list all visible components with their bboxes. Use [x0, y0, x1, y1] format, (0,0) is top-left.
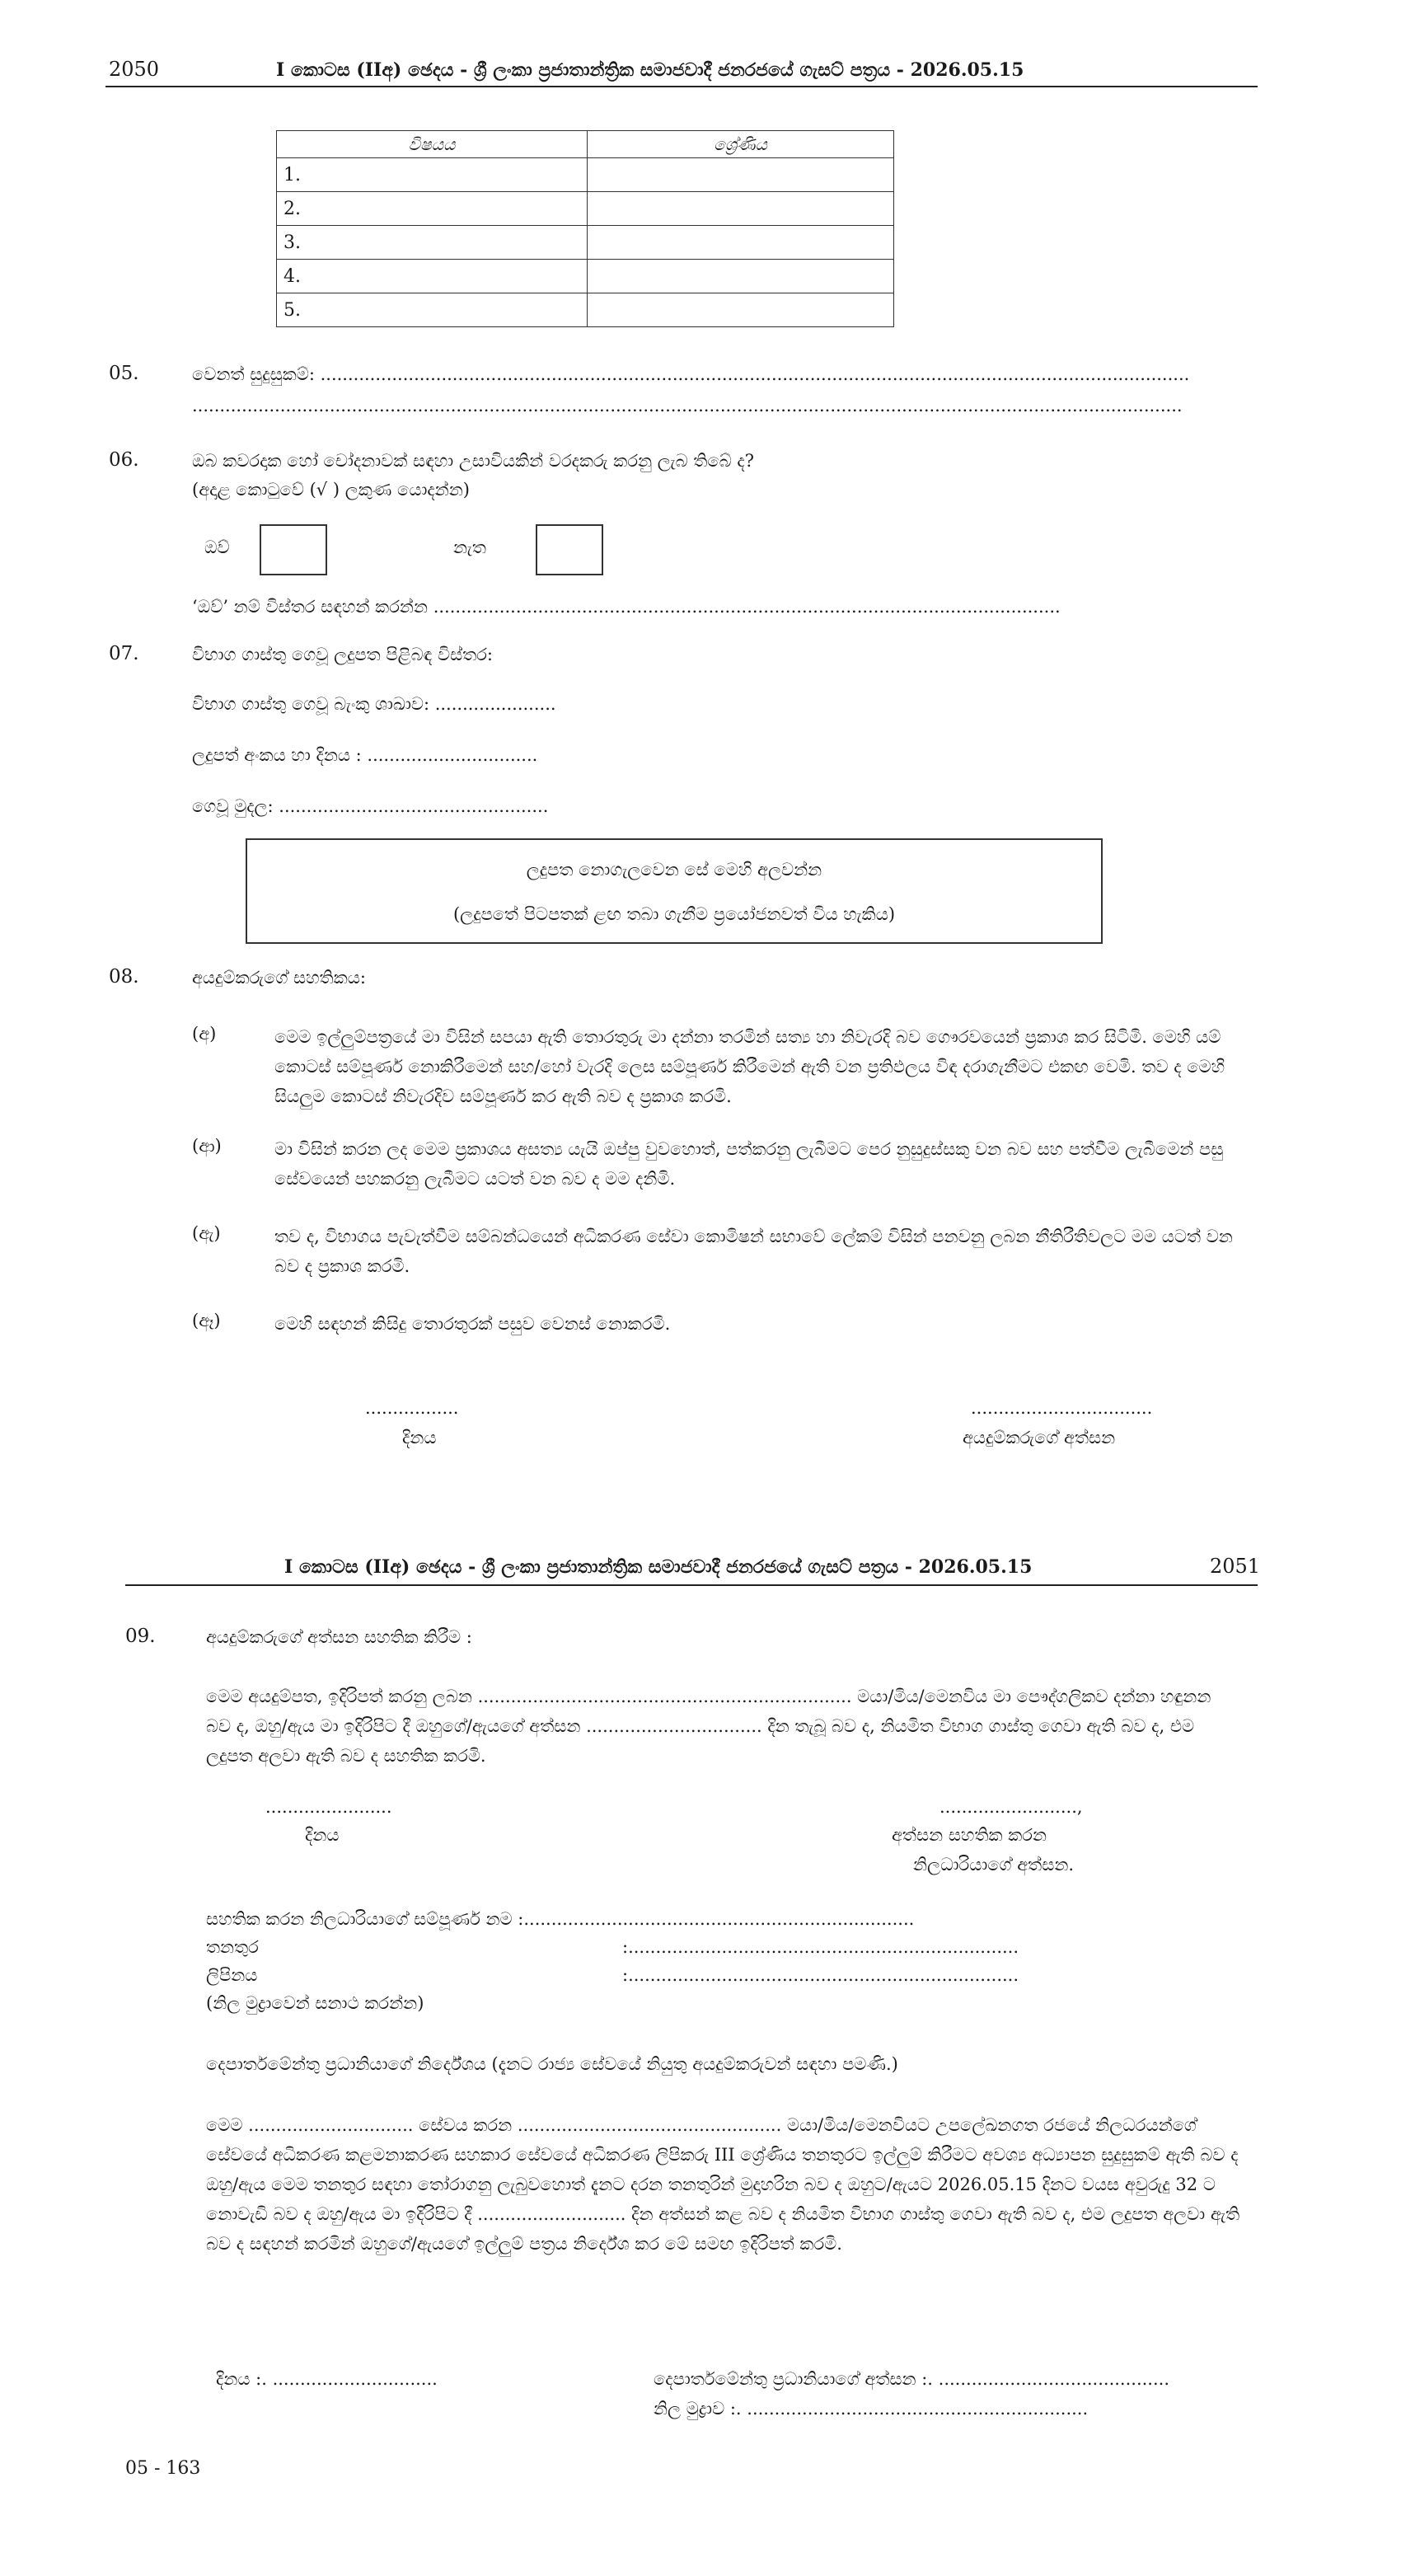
section-number-09: 09. [125, 1626, 156, 1647]
cert-date-label: දිනය [305, 1825, 340, 1845]
cert-signature-label-1: අත්සන සහතික කරන [892, 1825, 1047, 1845]
other-qualifications-line-2[interactable]: .................................................................................................................................................................................... [192, 396, 1183, 415]
no-label: නැත [453, 537, 486, 557]
applicant-certificate-title: අයදුම්කරුගේ සහතිකය: [192, 968, 366, 988]
page-number-2: 2051 [1210, 1555, 1261, 1578]
grade-cell[interactable] [588, 158, 894, 192]
row-number: 5. [277, 293, 588, 327]
dept-head-recommendation-title: දෙපාර්තමේන්තු ප්‍රධානියාගේ නිර්දේශය (දැනට රාජ්‍ය සේවයේ නියුතු අයදුම්කරුවන් සඳහා පමණි.) [206, 2054, 898, 2074]
official-seal-field[interactable]: නිල මුද්‍රාව :. .............................................................. [654, 2399, 1089, 2419]
row-number: 4. [277, 260, 588, 293]
grade-cell[interactable] [588, 260, 894, 293]
row-number: 2. [277, 192, 588, 226]
receipt-details-title: විභාග ගාස්තු ගෙවූ ලදුපත පිළිබඳ විස්තර: [192, 645, 494, 664]
yes-label: ඔව් [204, 537, 230, 557]
grade-cell[interactable] [588, 226, 894, 260]
cert-signature-label-2: නිලධාරියාගේ අත්සන. [913, 1855, 1075, 1875]
page-header-2: I කොටස (IIඅ) ඡෙදය - ශ්‍රී ලංකා ප්‍රජාතාන්ත්‍රික සමාජවාදී ජනරජයේ ගැසට් පත්‍රය - 2026.05.15 [284, 1556, 1033, 1578]
officer-position-label: තනතුර [206, 1937, 259, 1957]
grades-table [276, 130, 894, 327]
page-number: 2050 [109, 58, 160, 81]
receipt-number-date-field[interactable]: ලදුපත් අංකය හා දිනය : ............................... [192, 745, 538, 765]
cert-date-dots[interactable]: ....................... [265, 1797, 392, 1817]
applicant-date-dots[interactable]: ................. [365, 1398, 459, 1418]
officer-address-label: ලිපිනය [206, 1965, 258, 1985]
footer-code: 05 - 163 [125, 2458, 201, 2479]
seal-note: (නිල මුද්‍රාවෙන් සනාථ කරන්න) [206, 1993, 424, 2013]
section-number-07: 07. [109, 643, 139, 664]
row-number: 1. [277, 158, 588, 192]
grade-cell[interactable] [588, 293, 894, 327]
amount-paid-field[interactable]: ගෙවූ මුදල: ................................................. [192, 796, 549, 816]
header-rule [105, 86, 1258, 87]
declaration-aee: මෙහි සඳහන් කිසිදු තොරතුරක් පසුව වෙනස් නොකරමි. [274, 1314, 671, 1334]
receipt-box-line-1: ලදුපත නොගැලවෙන සේ මෙහි අලවන්න [526, 860, 822, 880]
header-rule-2 [125, 1584, 1258, 1586]
table-row [277, 192, 894, 226]
declaration-ae: තව ද, විභාගය පැවැත්වීම සම්බන්ධයෙන් අධිකරණ සේවා කොමිෂන් සභාවේ ලේකම් විසින් පනවනු ලබන නීතිරීතිවලට මම යටත් වන බව ද ප්‍රකාශ කරමි. [274, 1227, 1233, 1276]
section-number-06: 06. [109, 449, 139, 471]
dept-head-recommendation-paragraph: මෙම .............................. සේවය කරන ................................................ මයා/මිය/මෙනවියට උපලේඛනගත රජයේ නිලධරයන්ගේ සේවයේ අධිකරණ කළමනාකරණ සහකාර සේවයේ අධිකරණ ලිපිකරු III ශ්‍රේණිය තනතුරට ඉල්ලුම් කිරීමට අවශ්‍ය අධ්‍යාපන සුදුසුකම් ඇති බව ද ඔහු/ඇය මෙම තනතුර සඳහා තෝරාගනු ලැබුවහොත් දැනට දරන තනතුරින් මුදාහරින බව ද ඔහුට/ඇයට 2026.05.15 දිනට වයස අවුරුදු 32 ට නොවැඩි බව ද ඔහු/ඇය මා ඉදිරිපිට දී ........................... දින අත්සන් කළ බව ද නියමිත විභාග ගාස්තු ගෙවා ඇති බව ද, එම ලදුපත අලවා ඇති බව ද සඳහන් කරමින් ඔහුගේ/ඇයගේ ඉල්ලුම් පත්‍රය නිර්දේශ කර මේ සමඟ ඉදිරිපත් කරමි. [206, 2115, 1240, 2254]
page-header: I කොටස (IIඅ) ඡෙදය - ශ්‍රී ලංකා ප්‍රජාතාන්ත්‍රික සමාජවාදී ජනරජයේ ගැසට් පත්‍රය - 2026.05.15 [276, 59, 1024, 81]
conviction-question: ඔබ කවරදාක හෝ චෝදනාවක් සඳහා උසාවියකින් වරදකරු කරනු ලැබ තිබේ ද? [192, 451, 754, 471]
table-row [277, 158, 894, 192]
declaration-a: මෙම ඉල්ලුම්පත්‍රයේ මා විසින් සපයා ඇති තොරතුරු මා දන්නා තරමින් සත්‍ය හා නිවැරදි බව ගෞරවයෙන් ප්‍රකාශ කර සිටිමි. මෙහි යම් කොටස් සම්පූර්ණ නොකිරීමෙන් සහ/හෝ වැරදි ලෙස සම්පූර්ණ කිරීමෙන් ඇති වන ප්‍රතිඵලය විඳ දරාගැනීමට එකඟ වෙමි. තව ද මෙහි සියලුම කොටස් නිවැරදිව සම්පූර්ණ කර ඇති බව ද ප්‍රකාශ කරමි. [274, 1027, 1225, 1106]
row-number: 3. [277, 226, 588, 260]
cert-signature-dots[interactable]: ........................., [939, 1797, 1083, 1817]
other-qualifications-line[interactable]: වෙනත් සුදුසුකම්: .............................................................................................................................................................. [192, 364, 1190, 384]
section-number-05: 05. [109, 363, 139, 384]
dept-date-field[interactable]: දිනය :. .............................. [216, 2369, 438, 2389]
table-row [277, 260, 894, 293]
signature-cert-title: අයදුම්කරුගේ අත්සන සහතික කිරීම : [206, 1627, 472, 1647]
tick-instruction: (අදාළ කොටුවේ (√ ) ලකුණ යොදන්න) [192, 480, 470, 500]
table-row [277, 293, 894, 327]
officer-full-name-field[interactable]: සහතික කරන නිලධාරියාගේ සම්පූර්ණ නම :....................................................................... [206, 1909, 915, 1929]
dept-head-signature-field[interactable]: දෙපාර්තමේන්තු ප්‍රධානියාගේ අත්සන :. .......................................... [654, 2369, 1170, 2389]
yes-checkbox[interactable] [260, 524, 327, 575]
grade-cell[interactable] [588, 192, 894, 226]
receipt-box-line-2: (ලදුපතේ පිටපතක් ළඟ තබා ගැනීම ප්‍රයෝජනවත් විය හැකිය) [452, 904, 896, 924]
declaration-aa: මා විසින් කරන ලද මෙම ප්‍රකාශය අසත්‍ය යැයි ඔප්පු වුවහොත්, පත්කරනු ලැබීමට පෙර නුසුදුස්සකු වන බව සහ පත්වීම ලැබීමෙන් පසු සේවයෙන් පහකරනු ලැබීමට යටත් වන බව ද මම දනිමි. [274, 1139, 1224, 1189]
item-label-aee: (ඈ) [192, 1311, 221, 1330]
signature-cert-paragraph: මෙම අයදුම්පත, ඉදිරිපත් කරනු ලබන .................................................................... මයා/මිය/මෙනවිය මා පෞද්ගලිකව දන්නා හඳුනන බව ද, ඔහු/ඇය මා ඉදිරිපිට දී ඔහුගේ/ඇයගේ අත්සන ................................ දින තැබූ බව ද, නියමිත විභාග ගාස්තු ගෙවා ඇති බව ද, එම ලදුපත අලවා ඇති බව ද සහතික කරමි. [206, 1687, 1211, 1766]
no-checkbox[interactable] [536, 524, 603, 575]
item-label-aa: (ආ) [192, 1136, 222, 1156]
officer-position-field[interactable]: :....................................................................... [622, 1937, 1019, 1957]
item-label-a: (අ) [192, 1024, 217, 1044]
conviction-details-line[interactable]: ‘ඔව්’ නම් විස්තර සඳහන් කරන්න .................................................................................................................. [192, 597, 1061, 617]
applicant-date-label: දිනය [402, 1428, 437, 1448]
applicant-signature-dots[interactable]: ................................. [971, 1398, 1153, 1418]
section-number-08: 08. [109, 966, 139, 988]
item-label-ae: (ඇ) [192, 1223, 221, 1243]
col-header-grade: ශ්‍රේණිය [588, 131, 894, 158]
bank-branch-field[interactable]: විභාග ගාස්තු ගෙවූ බැංකු ශාඛාව: ...................... [192, 694, 556, 714]
applicant-signature-label: අයදුම්කරුගේ අත්සන [963, 1428, 1116, 1448]
officer-address-field[interactable]: :....................................................................... [622, 1965, 1019, 1985]
col-header-subject: විෂයය [277, 131, 588, 158]
receipt-paste-box[interactable] [246, 838, 1103, 944]
table-row [277, 226, 894, 260]
